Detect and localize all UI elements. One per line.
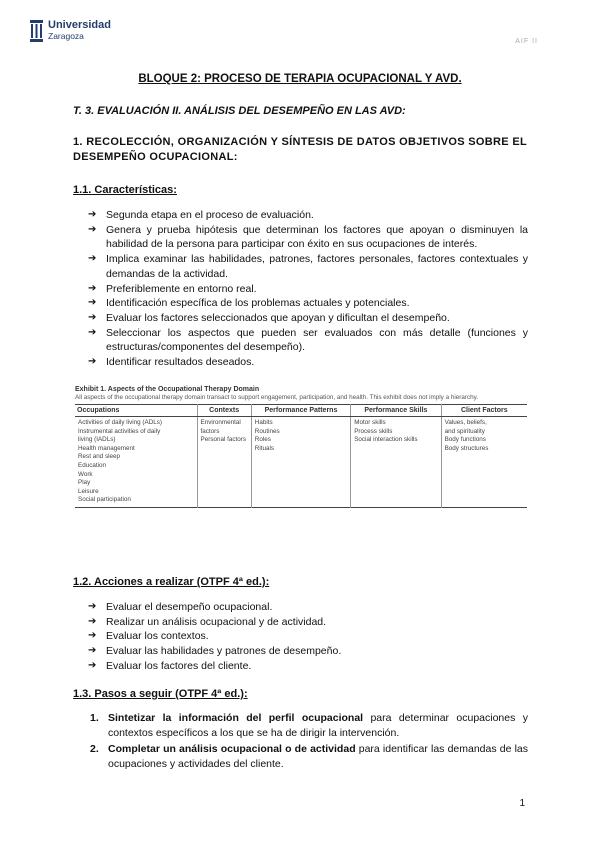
table-cell: Environmental factors Personal factors	[197, 417, 251, 508]
arrow-icon: ➔	[88, 223, 97, 235]
course-tag: AIF II	[515, 38, 538, 45]
table-cell: Activities of daily living (ADLs) Instrumental activities of daily living (IADLs) Health management Rest and sleep Education Work Play Leisure Social participation	[78, 419, 162, 504]
exhibit-description: All aspects of the occupational therapy domain transact to support engagement, participation, and health. This exhibit does not imply a hierarchy.	[75, 394, 479, 401]
arrow-icon: ➔	[88, 356, 97, 368]
arrow-icon: ➔	[88, 645, 97, 657]
table-header: Occupations	[75, 405, 197, 417]
list-item: ➔ Evaluar el desempeño ocupacional.	[88, 601, 273, 613]
arrow-icon: ➔	[88, 659, 97, 671]
list-item: 1. Sintetizar la información del perfil ocupacional para determinar ocupaciones y contextos específicos a los que se ha de dirigir la intervención.	[90, 712, 528, 739]
university-crest-icon	[30, 20, 43, 42]
arrow-icon: ➔	[88, 282, 97, 294]
heading-characteristics: 1.1. Características:	[73, 184, 177, 196]
list-item: 2. Completar un análisis ocupacional o de actividad para identificar las demandas de las ocupaciones y actividades del cliente.	[90, 743, 528, 771]
list-item: ➔ Segunda etapa en el proceso de evaluación.	[88, 209, 314, 221]
page-number: 1	[519, 798, 525, 809]
heading-steps: 1.3. Pasos a seguir (OTPF 4ª ed.):	[73, 688, 248, 700]
characteristics-list	[88, 208, 528, 370]
table-header: Performance Skills	[351, 405, 441, 417]
section-heading-1: 1. RECOLECCIÓN, ORGANIZACIÓN Y SÍNTESIS DE DATOS OBJETIVOS SOBRE EL DESEMPEÑO OCUPACIONAL:	[73, 136, 527, 163]
arrow-icon: ➔	[88, 615, 97, 627]
list-item: ➔ Evaluar los contextos.	[88, 630, 209, 643]
arrow-icon: ➔	[88, 297, 97, 309]
arrow-icon: ➔	[88, 311, 97, 323]
table-header: Contexts	[197, 405, 251, 417]
list-item: ➔ Preferiblemente en entorno real.	[88, 282, 257, 295]
logo-line2: Zaragoza	[48, 31, 84, 41]
heading-actions: 1.2. Acciones a realizar (OTPF 4ª ed.):	[73, 576, 270, 588]
list-item: ➔ Identificación específica de los problemas actuales y potenciales.	[88, 297, 410, 310]
table-cell: Motor skills Process skills Social interaction skills	[351, 417, 441, 508]
table-header: Performance Patterns	[251, 405, 350, 417]
list-item: ➔ Evaluar las habilidades y patrones de desempeño.	[88, 645, 342, 658]
exhibit-figure	[75, 386, 527, 508]
steps-list	[90, 711, 528, 774]
list-item: ➔ Realizar un análisis ocupacional y de actividad.	[88, 615, 327, 628]
page-subtitle: T. 3. EVALUACIÓN II. ANÁLISIS DEL DESEMPEÑO EN LAS AVD:	[73, 105, 406, 117]
table-cell: Habits Routines Roles Rituals	[251, 417, 350, 508]
list-item: ➔ Evaluar los factores del cliente.	[88, 659, 252, 672]
arrow-icon: ➔	[88, 630, 97, 642]
list-item: ➔ Genera y prueba hipótesis que determinan los factores que apoyan o disminuyen la habilidad de la persona para participar con éxito en sus ocupaciones de interés.	[88, 223, 528, 251]
list-item: ➔ Seleccionar los aspectos que pueden ser evaluados con más detalle (funciones y estructuras/componentes del desempeño).	[88, 326, 528, 354]
list-item: ➔ Implica examinar las habilidades, patrones, factores personales, factores contextuales y demandas de la actividad.	[88, 253, 528, 280]
arrow-icon: ➔	[88, 209, 97, 220]
list-item: ➔ Evaluar los factores seleccionados que apoyan y dificultan el desempeño.	[88, 311, 450, 324]
actions-list	[88, 600, 528, 674]
domain-table	[75, 404, 527, 508]
table-header: Client Factors	[441, 405, 527, 417]
arrow-icon: ➔	[88, 601, 97, 612]
page-title: BLOQUE 2: PROCESO DE TERAPIA OCUPACIONAL Y AVD.	[138, 73, 462, 85]
list-item: ➔ Identificar resultados deseados.	[88, 356, 255, 369]
arrow-icon: ➔	[88, 326, 97, 338]
logo-line1: Universidad	[48, 19, 111, 31]
exhibit-title: Exhibit 1. Aspects of the Occupational Therapy Domain	[75, 386, 260, 393]
arrow-icon: ➔	[88, 253, 97, 265]
table-cell: Values, beliefs, and spirituality Body functions Body structures	[441, 417, 527, 508]
university-logo	[30, 20, 111, 42]
